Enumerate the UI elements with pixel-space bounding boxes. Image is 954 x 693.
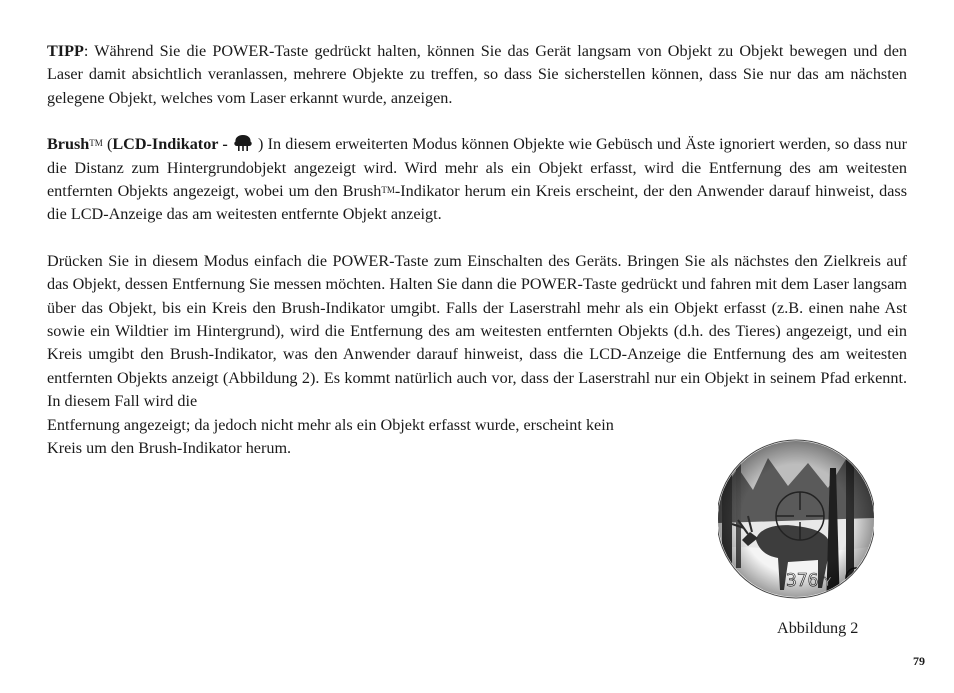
lcd-indicator-label: LCD-Indikator - [112,135,232,154]
brush-tree-icon [232,134,254,152]
trademark-mark: TM [89,138,103,149]
rangefinder-view-figure [718,428,874,610]
body-paragraph [47,250,907,414]
body-line-short-2: Kreis um den Brush-Indikator herum. [47,439,292,458]
body-line-short-1: Entfernung angezeigt; da jedoch nicht mehr als ein Objekt erfasst wurde, erscheint kein [47,415,614,434]
trademark-mark-2: TM [381,185,395,196]
brush-paragraph [47,133,907,227]
tip-paragraph [47,40,907,110]
body-text: Drücken Sie in diesem Modus einfach die POWER-Taste zum Einschalten des Geräts. Bringen Sie als nächstes den Zielkreis auf das Objekt, dessen Entfernung Sie messen möchten. Halten Sie dann die POWER-Taste gedrückt und fahren mit dem Laser langsam über das Objekt, bis ein Kreis den Brush-Indikator umgibt. Falls der Laserstrahl mehr als ein Objekt erfasst (z.B. einen nahe Ast sowie ein Wildtier im Hintergrund), wird die Entfernung des am weitesten entfernten Objekts (d.h. des Tieres) angezeigt, und ein Kreis umgibt den Brush-Indikator, was den Anwender darauf hinweist, dass die LCD-Anzeige die Entfernung des am weitesten entfernten Objekts anzeigt (Abbildung 2). Es kommt natürlich auch vor, dass der Laserstrahl nur ein Objekt in seinem Pfad erkennt. In diesem Fall wird die [47,251,907,411]
paren-open: ( [102,135,113,154]
brush-text-b: -Indikator herum ein Kreis erscheint, der den Anwender darauf hinweist, dass die LCD-Anzeige das am weitesten entfernte Objekt anzeigt. [47,182,907,224]
brush-label: Brush [47,135,90,154]
figure-caption: Abbildung 2 [777,619,859,637]
brush-text-a: ) In diesem erweiterten Modus können Objekte wie Gebüsch und Äste ignoriert werden, so dass nur die Distanz zum Hintergrundobjekt angezeigt wird. Wird mehr als ein Objekt erfasst, wird die Entfernung des am weitesten entfernten Objekts angezeigt, wobei um den Brush [47,135,907,201]
tip-text: : Während Sie die POWER-Taste gedrückt halten, können Sie das Gerät langsam von Objekt zu Objekt bewegen und den Laser damit absichtlich veranlassen, mehrere Objekte zu treffen, so dass Sie sicherstellen können, dass Sie nur das am nächsten gelegene Objekt, welches vom Laser erkannt wurde, anzeigen. [47,42,907,107]
page-number: 79 [913,654,925,668]
tip-label: TIPP [47,42,84,60]
document-body [47,40,907,461]
